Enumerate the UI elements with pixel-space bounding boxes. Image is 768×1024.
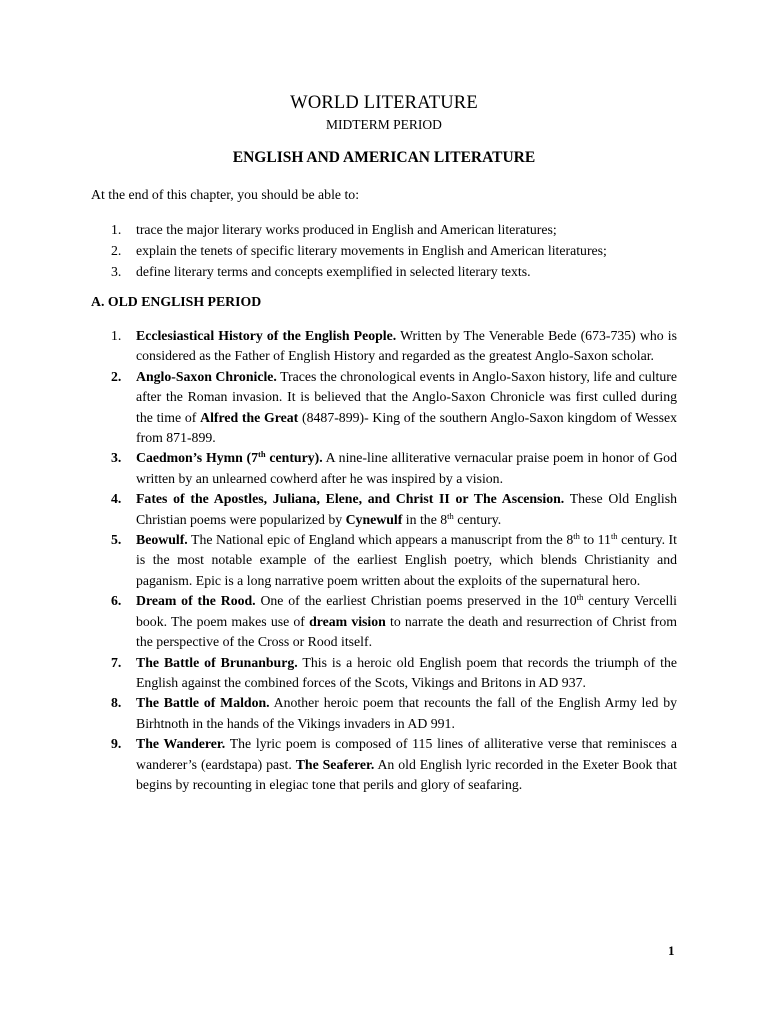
item-number: 4. <box>111 491 122 507</box>
item-text: These Old English Christian poems were popularized by <box>136 491 678 527</box>
item-text: This is a heroic old English poem that records the triumph of the English against the combined forces of the Scots, Vikings and Britons in AD 937. <box>136 654 678 690</box>
list-item <box>111 734 677 795</box>
superscript: th <box>576 592 584 603</box>
item-number: 2. <box>111 368 122 384</box>
superscript: th <box>258 449 266 460</box>
superscript: th <box>573 531 580 542</box>
intro-text: At the end of this chapter, you should be able to: <box>91 187 360 202</box>
work-title: Caedmon’s Hymn (7th century). <box>136 449 323 466</box>
objective-number: 1. <box>111 222 122 237</box>
objective-number: 2. <box>111 243 122 258</box>
item-text: One of the earliest Christian poems preserved in the 10 <box>255 593 577 609</box>
item-text: century. It is the most notable example of the earliest English poetry, which blends Christianity and paganism. Epic is a long narrative poem written about the exploits of the supernatural hero. <box>136 532 677 588</box>
item-body <box>136 489 677 530</box>
list-item <box>111 530 677 591</box>
document-subtitle: MIDTERM PERIOD <box>326 117 442 132</box>
work-title: Dream of the Rood. <box>136 593 256 609</box>
item-body <box>136 448 677 489</box>
item-number: 3. <box>111 450 122 466</box>
emphasis: Cynewulf <box>345 511 403 527</box>
emphasis: Alfred the Great <box>200 409 299 425</box>
superscript: th <box>610 531 618 542</box>
item-text: Another heroic poem that recounts the fall of the English Army led by Birhtnoth in the hands of the Vikings invaders in AD 991. <box>136 695 677 731</box>
work-title: The Seaferer. <box>295 756 375 772</box>
item-text: century Vercelli book. The poem makes use of <box>136 593 678 629</box>
item-body <box>136 653 677 694</box>
item-body <box>136 591 677 652</box>
item-number: 8. <box>111 695 122 711</box>
section-heading: A. OLD ENGLISH PERIOD <box>91 294 262 309</box>
work-title: The Battle of Brunanburg. <box>136 654 298 670</box>
list-item <box>111 693 677 734</box>
item-text: An old English lyric recorded in the Exeter Book that begins by recounting in elegiac tone that perils and glory of seafaring. <box>136 756 677 792</box>
work-title: Ecclesiastical History of the English People. <box>136 328 397 343</box>
superscript: th <box>447 510 454 521</box>
item-body <box>136 326 677 367</box>
item-text: to 11 <box>579 532 611 548</box>
item-body <box>136 530 677 591</box>
work-title: The Battle of Maldon. <box>136 695 270 711</box>
objective-number: 3. <box>111 264 122 279</box>
item-number: 7. <box>111 654 122 670</box>
objective-text: explain the tenets of specific literary movements in English and American literatures; <box>136 243 607 258</box>
objective-item <box>111 240 681 261</box>
literary-works-list <box>111 326 677 795</box>
item-text: A nine-line alliterative vernacular praise poem in honor of God written by an unlearned cowherd after he was inspired by a vision. <box>136 450 677 486</box>
objectives-list <box>111 219 681 282</box>
page-number: 1 <box>668 943 675 958</box>
list-item <box>111 367 677 449</box>
item-number: 6. <box>111 593 122 609</box>
list-item <box>111 326 677 367</box>
item-body <box>136 367 677 449</box>
item-text: century. <box>453 511 502 527</box>
item-text: in the 8 <box>402 511 448 527</box>
work-title: The Wanderer. <box>136 736 226 752</box>
item-text: to narrate the death and resurrection of Christ from the perspective of the Cross or Rood itself. <box>136 613 677 650</box>
document-title: WORLD LITERATURE <box>290 93 478 113</box>
item-body <box>136 734 677 795</box>
item-text: Written by The Venerable Bede (673-735) who is considered as the Father of English History and regarded as the greatest Anglo-Saxon scholar. <box>136 328 677 364</box>
emphasis: dream vision <box>309 613 386 629</box>
objective-item <box>111 261 681 282</box>
chapter-heading: ENGLISH AND AMERICAN LITERATURE <box>232 149 536 166</box>
work-title: Beowulf. <box>136 532 188 548</box>
list-item <box>111 653 677 694</box>
item-text: (8487-899)- King of the southern Anglo-Saxon kingdom of Wessex from 871-899. <box>136 409 678 446</box>
objective-text: define literary terms and concepts exemplified in selected literary texts. <box>136 264 531 279</box>
item-number: 9. <box>111 736 122 752</box>
item-text: Traces the chronological events in Anglo-Saxon history, life and culture after the Roman invasion. It is believed that the Anglo-Saxon Chronicle was first culled during the time of <box>136 368 677 425</box>
work-title: Fates of the Apostles, Juliana, Elene, and Christ II or The Ascension. <box>136 491 565 507</box>
objective-item <box>111 219 681 240</box>
objective-text: trace the major literary works produced in English and American literatures; <box>136 222 557 237</box>
item-body <box>136 693 677 734</box>
list-item <box>111 489 677 530</box>
list-item <box>111 448 677 489</box>
item-number: 1. <box>111 328 122 343</box>
item-text: The National epic of England which appears a manuscript from the 8 <box>187 532 574 548</box>
work-title: Anglo-Saxon Chronicle. <box>136 368 277 384</box>
list-item <box>111 591 677 652</box>
item-number: 5. <box>111 532 122 548</box>
item-text: The lyric poem is composed of 115 lines of alliterative verse that reminisces a wanderer’s (eardstapa) past. <box>136 736 677 772</box>
